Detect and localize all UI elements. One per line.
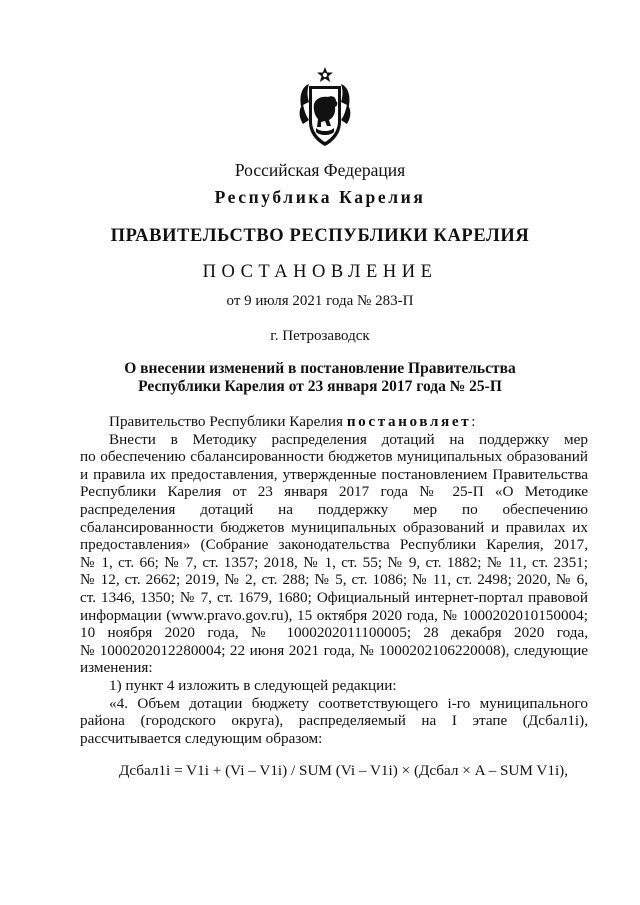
preamble	[80, 413, 588, 431]
body-line: района (городского округа), распределяемый на I этапе (Дсбал1i),	[80, 712, 588, 730]
preamble-verb: постановляет	[346, 413, 472, 430]
body-line: изменения:	[80, 659, 153, 677]
body-line: сбалансированности бюджетов муниципальных образований и правилах их	[80, 518, 588, 536]
preamble-colon: :	[471, 413, 476, 430]
government-title: ПРАВИТЕЛЬСТВО РЕСПУБЛИКИ КАРЕЛИЯ	[110, 226, 530, 246]
document-date-number: от 9 июля 2021 года № 283-П	[226, 293, 414, 309]
karelia-coat-of-arms-icon	[295, 66, 355, 150]
document-body	[80, 413, 588, 747]
body-line: 1) пункт 4 изложить в следующей редакции:	[109, 676, 397, 694]
subject-line-2: Республики Карелия от 23 января 2017 года № 25-П	[138, 378, 502, 395]
body-line: 10 ноября 2020 года, № 1000202011100005; 28 декабря 2020 года,	[80, 624, 588, 642]
republic-name: Республика Карелия	[214, 187, 426, 207]
body-line: № 1, ст. 66; № 7, ст. 1357; 2018, № 1, ст. 55; № 9, ст. 1882; № 11, ст. 2351;	[80, 553, 588, 571]
body-line: № 1000202012280004; 22 июня 2021 года, № 1000202106220008), следующие	[80, 641, 588, 659]
body-line: «4. Объем дотации бюджету соответствующего i-го муниципального	[109, 694, 588, 712]
body-line: предоставления» (Собрание законодательства Республики Карелия, 2017,	[80, 536, 588, 554]
body-line: ст. 1346, 1350; № 7, ст. 1679, 1680; Официальный интернет-портал правовой	[80, 588, 588, 606]
body-line: Республики Карелия от 23 января 2017 года № 25-П «О Методике	[80, 483, 588, 501]
subject-line-1: О внесении изменений в постановление Правительства	[124, 360, 516, 377]
body-line: по обеспечению сбалансированности бюджетов муниципальных образований	[80, 448, 588, 466]
body-line: рассчитывается следующим образом:	[80, 729, 323, 747]
body-line: информации (www.pravo.gov.ru), 15 октября 2020 года, № 1000202010150004;	[80, 606, 588, 624]
document-type: ПОСТАНОВЛЕНИЕ	[202, 262, 438, 282]
body-line: № 12, ст. 2662; 2019, № 2, ст. 288; № 5, ст. 1086; № 11, ст. 2498; 2020, № 6,	[80, 571, 588, 589]
document-city: г. Петрозаводск	[270, 328, 370, 344]
preamble-lead: Правительство Республики Карелия	[109, 413, 347, 430]
body-line: Внести в Методику распределения дотаций на поддержку мер	[109, 430, 588, 448]
body-line: распределения дотаций на поддержку мер по обеспечению	[80, 500, 588, 518]
formula: Дсбал1i = V1i + (Vi – V1i) / SUM (Vi – V1i) × (Дсбал × A – SUM V1i),	[119, 762, 569, 779]
body-line: и правила их предоставления, утвержденные постановлением Правительства	[80, 465, 588, 483]
country-name: Российская Федерация	[234, 160, 406, 180]
